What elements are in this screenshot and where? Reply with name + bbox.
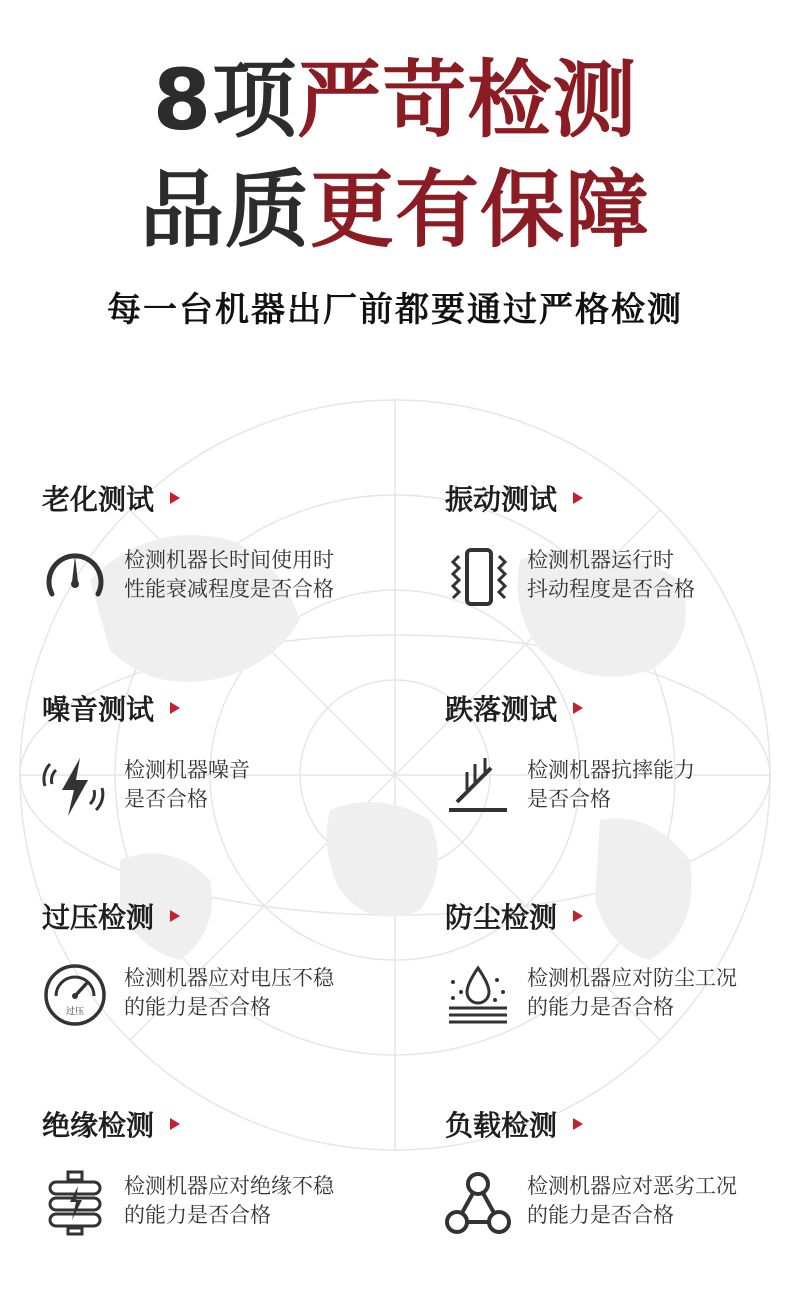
test-description: 检测机器抗摔能力 是否合格: [527, 758, 695, 811]
test-item-vibration: [445, 478, 790, 628]
arrow-right-icon: [170, 910, 180, 922]
vibration-icon: [445, 544, 511, 610]
headline-quality: 品质: [139, 161, 310, 259]
test-title: 防尘检测: [445, 896, 583, 936]
headline-count: 8项: [152, 51, 298, 149]
test-description: 检测机器长时间使用时 性能衰减程度是否合格: [124, 548, 334, 601]
test-description: 检测机器应对恶劣工况 的能力是否合格: [527, 1174, 737, 1227]
subtitle: 每一台机器出厂前都要通过严格检测: [107, 290, 683, 330]
test-title: 跌落测试: [445, 688, 583, 728]
test-title: 老化测试: [42, 478, 180, 518]
test-description: 检测机器运行时 抖动程度是否合格: [527, 548, 695, 601]
test-description: 检测机器应对绝缘不稳 的能力是否合格: [124, 1174, 334, 1227]
test-item-aging: [42, 478, 387, 628]
test-title: 噪音测试: [42, 688, 180, 728]
arrow-right-icon: [170, 702, 180, 714]
test-title: 绝缘检测: [42, 1104, 180, 1144]
test-item-noise: [42, 688, 387, 838]
load-network-icon: [445, 1170, 511, 1236]
test-description: 检测机器应对防尘工况 的能力是否合格: [527, 966, 737, 1019]
arrow-right-icon: [170, 492, 180, 504]
test-title: 负载检测: [445, 1104, 583, 1144]
test-item-drop: [445, 688, 790, 838]
insulation-icon: [42, 1170, 108, 1236]
test-item-insulation: [42, 1104, 387, 1254]
test-description: 检测机器应对电压不稳 的能力是否合格: [124, 966, 334, 1019]
drop-test-icon: [445, 754, 511, 820]
test-item-dust: [445, 896, 790, 1046]
aging-gauge-icon: [42, 544, 108, 610]
overvoltage-gauge-icon: [42, 962, 108, 1028]
test-title: 振动测试: [445, 478, 583, 518]
test-item-load: [445, 1104, 790, 1254]
test-description: 检测机器噪音 是否合格: [124, 758, 250, 811]
noise-lightning-icon: [42, 754, 108, 820]
headline-line-1: [0, 50, 790, 150]
test-item-overvoltage: [42, 896, 387, 1046]
headline-strict-tests: 严苛检测: [297, 51, 638, 149]
arrow-right-icon: [573, 910, 583, 922]
headline-guarantee: 更有保障: [310, 161, 651, 259]
arrow-right-icon: [170, 1118, 180, 1130]
arrow-right-icon: [573, 492, 583, 504]
arrow-right-icon: [573, 702, 583, 714]
test-title: 过压检测: [42, 896, 180, 936]
overvoltage-icon-label: 过压: [65, 1007, 85, 1017]
headline-line-2: [0, 160, 790, 260]
arrow-right-icon: [573, 1118, 583, 1130]
dust-proof-icon: [445, 962, 511, 1028]
